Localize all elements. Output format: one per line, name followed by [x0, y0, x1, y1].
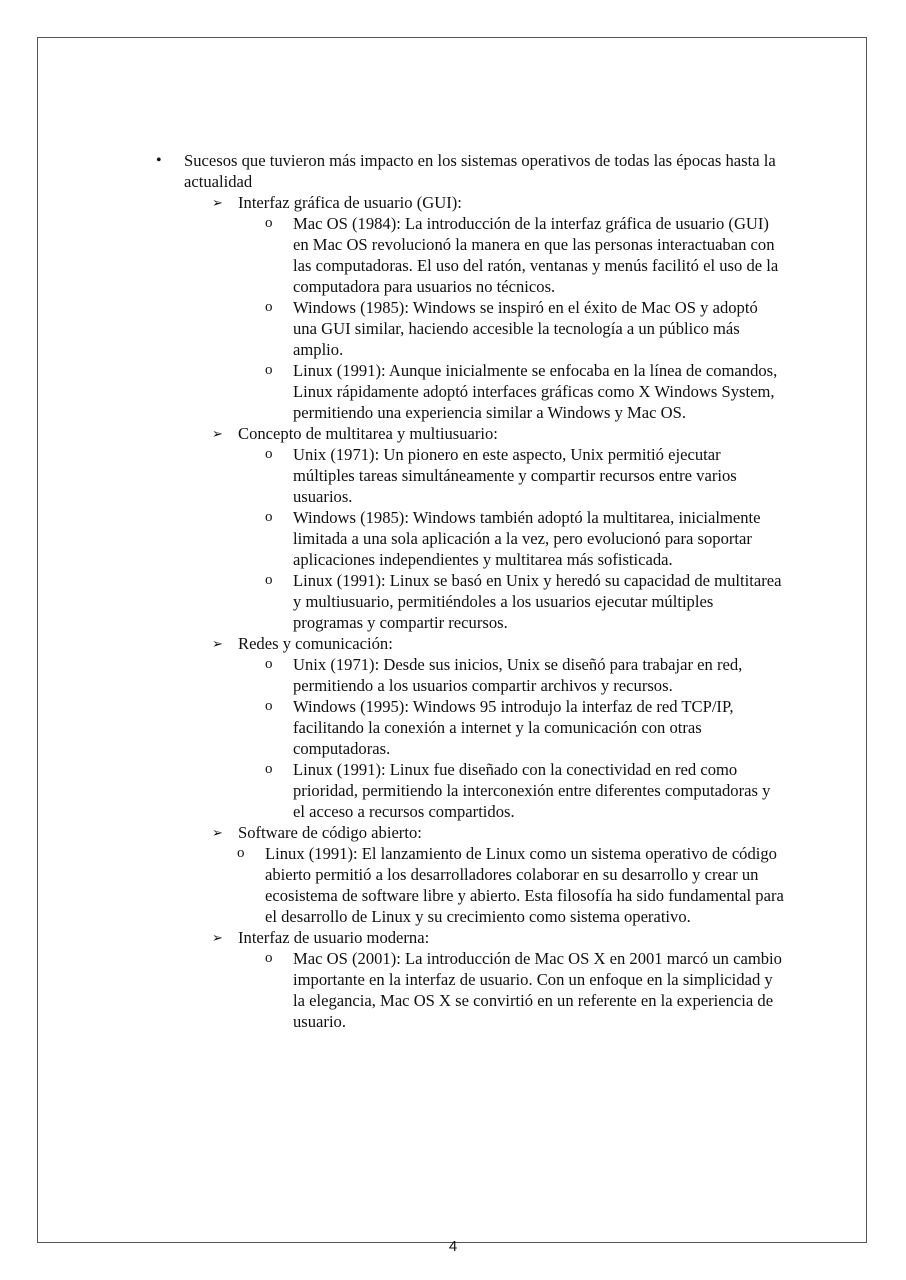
- list-item: o Unix (1971): Desde sus inicios, Unix se diseñó para trabajar en red, permitiendo a los usuarios compartir archivos y recursos.: [265, 655, 743, 695]
- circle-bullet-icon: o: [265, 698, 273, 714]
- circle-bullet-icon: o: [265, 446, 273, 462]
- intro-bullet: [156, 150, 784, 192]
- arrow-bullet-icon: ➢: [212, 636, 223, 651]
- arrow-bullet-icon: ➢: [212, 195, 223, 210]
- list-item: o Unix (1971): Un pionero en este aspecto, Unix permitió ejecutar múltiples tareas simultáneamente y compartir recursos entre varios usuarios.: [265, 445, 737, 506]
- arrow-bullet-icon: ➢: [212, 426, 223, 441]
- list-item: o Linux (1991): Linux se basó en Unix y heredó su capacidad de multitarea y multiusuario, permitiéndoles a los usuarios ejecutar múltiples programas y compartir recursos.: [265, 571, 782, 632]
- circle-bullet-icon: o: [265, 215, 273, 231]
- list-item: o Windows (1995): Windows 95 introdujo la interfaz de red TCP/IP, facilitando la conexión a internet y la comunicación con otras computadoras.: [265, 697, 734, 758]
- document-body: [0, 150, 906, 1032]
- list-item: o Mac OS (2001): La introducción de Mac OS X en 2001 marcó un cambio importante en la interfaz de usuario. Con un enfoque en la simplicidad y la elegancia, Mac OS X se convirtió en un referente en la experiencia de usuario.: [265, 949, 782, 1031]
- circle-bullet-icon: o: [265, 656, 273, 672]
- list-item: o Windows (1985): Windows también adoptó la multitarea, inicialmente limitada a una sola aplicación a la vez, pero evolucionó para soportar aplicaciones independientes y multitarea más sofisticada.: [265, 508, 761, 569]
- circle-bullet-icon: o: [265, 761, 273, 777]
- section-heading: ➢ Software de código abierto:: [212, 823, 422, 842]
- circle-bullet-icon: o: [265, 299, 273, 315]
- bullet-marker: •: [156, 152, 162, 169]
- circle-bullet-icon: o: [265, 509, 273, 525]
- list-item: o Linux (1991): Aunque inicialmente se enfocaba en la línea de comandos, Linux rápidamente adoptó interfaces gráficas como X Windows System, permitiendo una experiencia similar a Windows y Mac OS.: [265, 361, 778, 422]
- section-heading: ➢ Redes y comunicación:: [212, 634, 393, 653]
- section-heading: ➢ Interfaz gráfica de usuario (GUI):: [212, 193, 462, 212]
- list-item: o Mac OS (1984): La introducción de la interfaz gráfica de usuario (GUI) en Mac OS revolucionó la manera en que las personas interactuaban con las computadoras. El uso del ratón, ventanas y menús facilitó el uso de la computadora para usuarios no técnicos.: [265, 214, 779, 296]
- circle-bullet-icon: o: [265, 572, 273, 588]
- list-item: o Windows (1985): Windows se inspiró en el éxito de Mac OS y adoptó una GUI similar, haciendo accesible la tecnología a un público más amplio.: [265, 298, 758, 359]
- list-item: o Linux (1991): Linux fue diseñado con la conectividad en red como prioridad, permitiendo la interconexión entre diferentes computadoras y el acceso a recursos compartidos.: [265, 760, 771, 821]
- section-heading: ➢ Interfaz de usuario moderna:: [212, 928, 430, 947]
- section-heading: ➢ Concepto de multitarea y multiusuario:: [212, 424, 498, 443]
- list-item: o Linux (1991): El lanzamiento de Linux como un sistema operativo de código abierto permitió a los desarrolladores colaborar en su desarrollo y crear un ecosistema de software libre y abierto. Esta filosofía ha sido fundamental para el desarrollo de Linux y su crecimiento como sistema operativo.: [237, 844, 784, 926]
- arrow-bullet-icon: ➢: [212, 825, 223, 840]
- arrow-bullet-icon: ➢: [212, 930, 223, 945]
- intro-text: Sucesos que tuvieron más impacto en los sistemas operativos de todas las épocas hasta la actualidad: [184, 151, 776, 191]
- circle-bullet-icon: o: [237, 845, 245, 861]
- page-number: 4: [448, 1238, 458, 1255]
- circle-bullet-icon: o: [265, 950, 273, 966]
- circle-bullet-icon: o: [265, 362, 273, 378]
